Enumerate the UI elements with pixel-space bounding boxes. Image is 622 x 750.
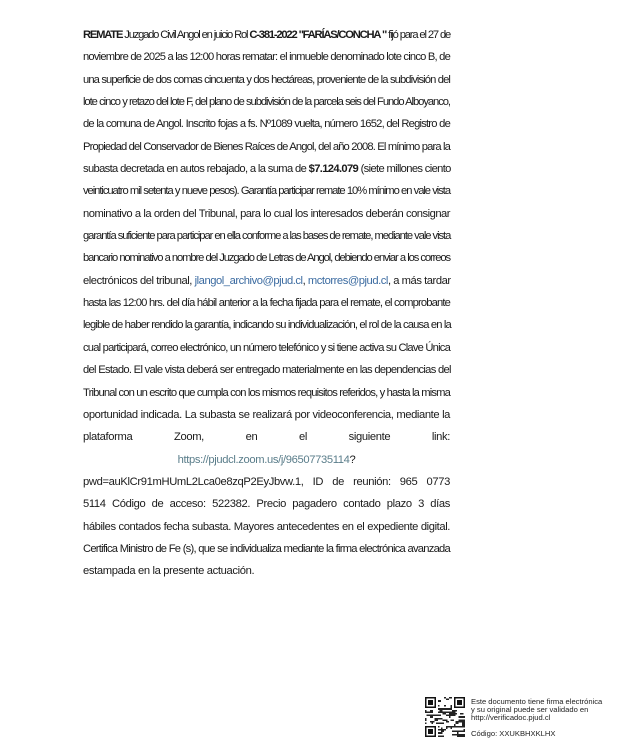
text-line — [83, 91, 450, 113]
bold-text: REMATE — [83, 29, 123, 41]
email-link[interactable]: mctorres@pjud.cl — [307, 274, 388, 287]
text-segment: hasta las 12:00 hrs. del día hábil anterior a la fecha fijada para el remate, el comprobante — [83, 297, 450, 310]
text-line — [83, 337, 450, 359]
text-line — [83, 382, 450, 404]
text-segment: fijó para el 27 de — [386, 29, 451, 41]
text-line — [83, 158, 450, 180]
text-segment: (siete millones ciento — [358, 163, 451, 176]
text-line — [83, 180, 450, 202]
stamp-code: Código: XXUKBHXKLHX — [471, 729, 556, 738]
text-line — [83, 24, 450, 46]
qr-code-icon — [425, 697, 465, 737]
text-segment: cual participará, correo electrónico, un número telefónico y si tiene activa su Clave Única — [83, 341, 450, 354]
text-segment: subasta decretada en autos rebajado, a la suma de — [83, 163, 309, 176]
text-segment: oportunidad indicada. La subasta se realizará por videoconferencia, mediante la — [83, 408, 450, 421]
text-line — [83, 493, 450, 515]
text-segment: plataforma Zoom, en el siguiente link: — [83, 431, 450, 444]
stamp-text-1: Este documento tiene firma electrónica — [471, 697, 603, 706]
text-segment: Tribunal con un escrito que cumpla con los mismos requisitos referidos, y hasta la misma — [83, 386, 450, 399]
zoom-link[interactable]: https://pjudcl.zoom.us/j/96507735114 — [177, 453, 350, 466]
bold-text: C-381-2022 "FARÍAS/CONCHA " — [249, 29, 387, 41]
text-segment: veinticuatro mil setenta y nueve pesos). Garantía participar remate 10% mínimo en vale vista — [83, 185, 450, 198]
stamp-text-2: y su original puede ser validado en — [471, 705, 589, 714]
bold-text: $7.124.079 — [308, 163, 359, 176]
text-segment: estampada en la presente actuación. — [83, 565, 255, 578]
text-segment: garantía suficiente para participar en ella conforme a las bases de remate, mediante vale vista — [83, 230, 451, 243]
text-segment: Certifica Ministro de Fe (s), que se individualiza mediante la firma electrónica avanzada — [83, 542, 450, 555]
email-link[interactable]: jlangol_archivo@pjud.cl — [194, 274, 303, 287]
text-segment: electrónicos del tribunal, — [83, 274, 195, 287]
text-segment: , — [302, 274, 308, 287]
text-segment: , a más tardar — [387, 274, 451, 287]
electronic-signature-stamp — [425, 697, 615, 745]
text-segment: hábiles contados fecha subasta. Mayores antecedentes en el expediente digital. — [83, 520, 450, 533]
text-line — [83, 136, 450, 158]
text-segment: Juzgado Civil Angol en juicio Rol — [122, 29, 250, 41]
text-segment: Propiedad del Conservador de Bienes Raíces de Angol, del año 2008. El mínimo para la — [83, 140, 450, 153]
text-line — [83, 560, 450, 582]
text-line — [83, 471, 450, 493]
text-segment: bancario nominativo a nombre del Juzgado de Letras de Angol, debiendo enviar a los correos — [83, 252, 450, 265]
text-segment: de la comuna de Angol. Inscrito fojas a fs. Nº1089 vuelta, número 1652, del Registro de — [83, 118, 450, 131]
text-segment: legible de haber rendido la garantía, indicando su individualización, el rol de la causa en la — [83, 319, 451, 332]
text-line — [83, 270, 450, 292]
text-line — [83, 203, 450, 225]
text-line — [83, 113, 450, 135]
text-segment: 5114 Código de acceso: 522382. Precio pagadero contado plazo 3 días — [83, 498, 450, 511]
text-line — [83, 359, 450, 381]
text-line — [83, 404, 450, 426]
text-segment: lote cinco y retazo del lote F, del plano de subdivisión de la parcela seis del Fundo Alboyanco, — [83, 96, 450, 109]
text-line — [83, 314, 450, 336]
text-line — [83, 426, 450, 448]
text-line — [83, 69, 450, 91]
text-line — [83, 225, 450, 247]
text-line — [83, 538, 450, 560]
text-line — [83, 449, 450, 471]
text-segment: pwd=auKlCr91mHUmL2Lca0e8zqP2EyJbvw.1, ID de reunión: 965 0773 — [83, 475, 450, 488]
text-segment: ? — [349, 453, 356, 466]
document-body — [83, 24, 450, 583]
stamp-verify-url[interactable]: http://verificadoc.pjud.cl — [471, 713, 551, 722]
text-segment: nominativo a la orden del Tribunal, para lo cual los interesados deberán consignar — [83, 207, 450, 220]
text-segment: noviembre de 2025 a las 12:00 horas rematar: el inmueble denominado lote cinco B, de — [83, 51, 450, 64]
text-line — [83, 46, 450, 68]
text-segment: una superficie de dos comas cincuenta y dos hectáreas, proveniente de la subdivisión del — [83, 73, 450, 86]
text-line — [83, 247, 450, 269]
text-line — [83, 292, 450, 314]
text-segment: del Estado. El vale vista deberá ser entregado materialmente en las dependencias del — [83, 364, 451, 377]
text-line — [83, 516, 450, 538]
